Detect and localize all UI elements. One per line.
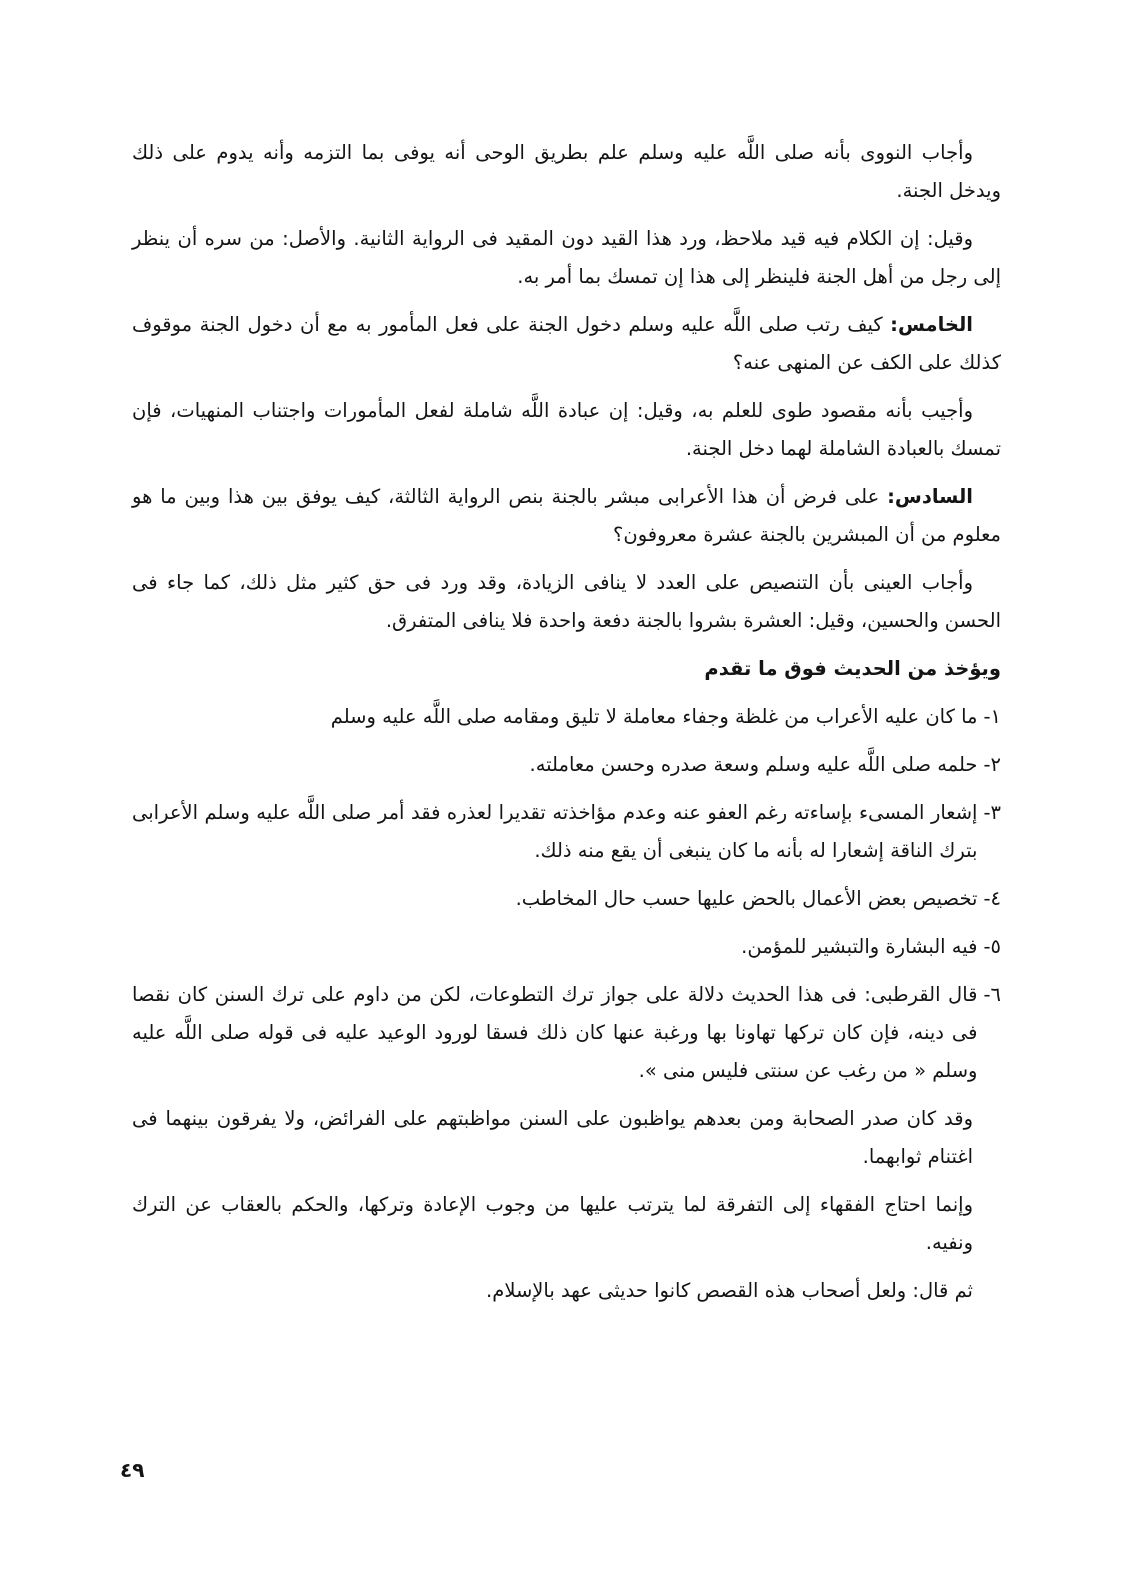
list-item	[132, 794, 1001, 870]
paragraph-lead: السادس:	[887, 485, 973, 508]
paragraph-text: على فرض أن هذا الأعرابى مبشر بالجنة بنص الرواية الثالثة، كيف يوفق بين هذا وبين ما هو معلوم من أن المبشرين بالجنة عشرة معروفون؟	[132, 485, 1001, 546]
sub-paragraph-conclusion	[132, 1272, 1001, 1310]
paragraph-sixth-answer	[132, 564, 1001, 640]
list-item-number: ٦-	[983, 983, 1001, 1006]
paragraph-text: كيف رتب صلى اللَّه عليه وسلم دخول الجنة على فعل المأمور به مع أن دخول الجنة موقوف كذلك على الكف عن المنهى عنه؟	[132, 313, 1001, 374]
paragraph-text: وأجاب النووى بأنه صلى اللَّه عليه وسلم علم بطريق الوحى أنه يوفى بما التزمه وأنه يدوم على ذلك ويدخل الجنة.	[132, 141, 1001, 202]
paragraph-text: وإنما احتاج الفقهاء إلى التفرقة لما يترتب عليها من وجوب الإعادة وتركها، والحكم بالعقاب عن الترك ونفيه.	[132, 1193, 973, 1254]
list-item-text: فيه البشارة والتبشير للمؤمن.	[741, 935, 978, 958]
paragraph-text: وأجاب العينى بأن التنصيص على العدد لا ينافى الزيادة، وقد ورد فى حق كثير مثل ذلك، كما جاء فى الحسن والحسين، وقيل: العشرة بشروا بالجنة دفعة واحدة فلا ينافى المتفرق.	[132, 571, 1001, 632]
sub-paragraph-fuqaha	[132, 1186, 1001, 1262]
list-item-number: ١-	[983, 705, 1001, 728]
page-number: ٤٩	[120, 1458, 145, 1482]
paragraph-text: وأجيب بأنه مقصود طوى للعلم به، وقيل: إن عبادة اللَّه شاملة لفعل المأمورات واجتناب المنهيات، فإن تمسك بالعبادة الشاملة لهما دخل الجنة.	[132, 399, 1001, 460]
list-item	[132, 976, 1001, 1090]
paragraph-lead: الخامس:	[890, 313, 973, 336]
paragraph-sixth-question	[132, 478, 1001, 554]
list-item	[132, 698, 1001, 736]
section-heading: ويؤخذ من الحديث فوق ما تقدم	[704, 657, 1001, 680]
list-item-number: ٣-	[983, 801, 1001, 824]
list-item-text: تخصيص بعض الأعمال بالحض عليها حسب حال المخاطب.	[515, 887, 978, 910]
paragraph-text: وقيل: إن الكلام فيه قيد ملاحظ، ورد هذا القيد دون المقيد فى الرواية الثانية. والأصل: من سره أن ينظر إلى رجل من أهل الجنة فلينظر إلى هذا إن تمسك بما أمر به.	[132, 227, 1001, 288]
list-item-text: ما كان عليه الأعراب من غلظة وجفاء معاملة لا تليق ومقامه صلى اللَّه عليه وسلم	[330, 705, 978, 728]
list-item-text: إشعار المسىء بإساءته رغم العفو عنه وعدم مؤاخذته تقديرا لعذره فقد أمر صلى اللَّه عليه وسلم الأعرابى بترك الناقة إشعارا له بأنه ما كان ينبغى أن يقع منه ذلك.	[132, 801, 978, 862]
paragraph-nawawi-answer	[132, 134, 1001, 210]
list-item	[132, 746, 1001, 784]
sub-paragraph-sahaba	[132, 1100, 1001, 1176]
paragraph-fifth-question	[132, 306, 1001, 382]
paragraph-text: ثم قال: ولعل أصحاب هذه القصص كانوا حديثى عهد بالإسلام.	[486, 1279, 973, 1302]
list-item-text: قال القرطبى: فى هذا الحديث دلالة على جواز ترك التطوعات، لكن من داوم على ترك السنن كان نقصا فى دينه، فإن كان تركها تهاونا بها ورغبة عنها كان ذلك فسقا لورود الوعيد عليه فى قوله صلى اللَّه عليه وسلم « من رغب عن سنتى فليس منى ».	[132, 983, 978, 1082]
page-body	[132, 134, 1001, 1320]
list-item-text: حلمه صلى اللَّه عليه وسلم وسعة صدره وحسن معاملته.	[529, 753, 978, 776]
paragraph-text: وقد كان صدر الصحابة ومن بعدهم يواظبون على السنن مواظبتهم على الفرائض، ولا يفرقون بينهما فى اغتنام ثوابهما.	[132, 1107, 973, 1168]
list-item	[132, 880, 1001, 918]
list-item-number: ٢-	[983, 753, 1001, 776]
paragraph-fifth-answer	[132, 392, 1001, 468]
list-item	[132, 928, 1001, 966]
list-item-number: ٥-	[983, 935, 1001, 958]
paragraph-qayd-note	[132, 220, 1001, 296]
list-item-number: ٤-	[983, 887, 1001, 910]
